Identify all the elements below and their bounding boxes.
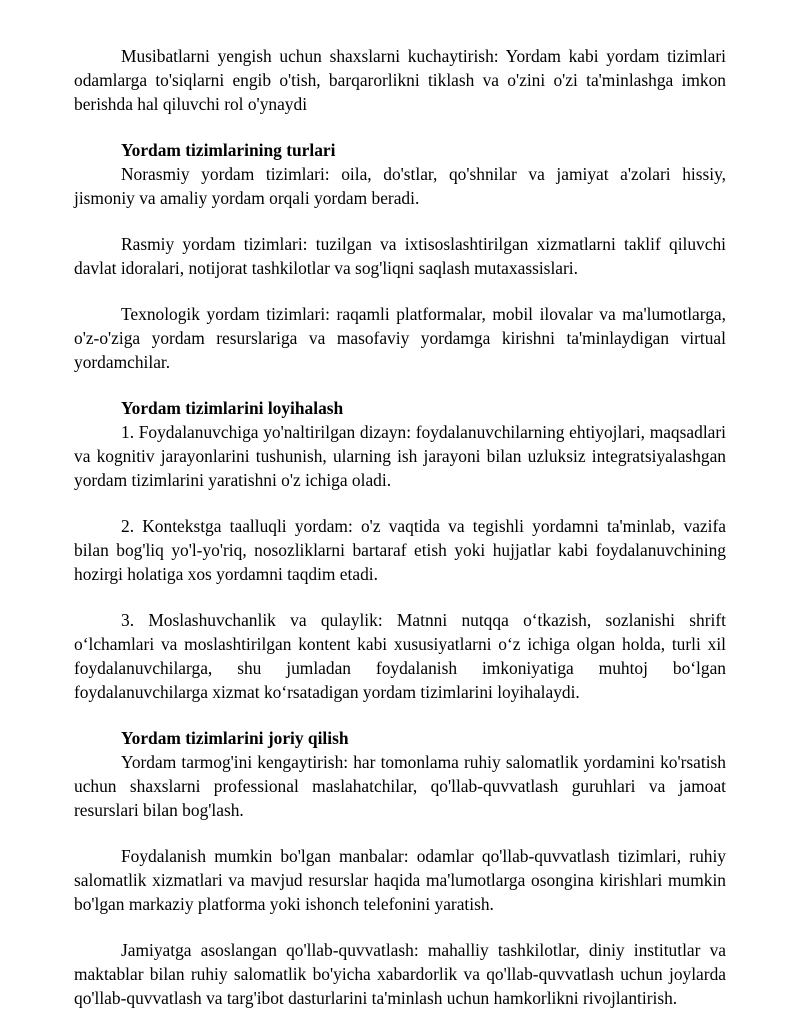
paragraph-community-support: Jamiyatga asoslangan qo'llab-quvvatlash: mahalliy tashkilotlar, diniy institutlar va maktablar bilan ruhiy salomatlik bo'yicha xabardorlik va qo'llab-quvvatlash uchun joylarda qo'llab-quvvatlash va targ'ibot dasturlarini ta'minlash uchun hamkorlikni rivojlantirish.: [74, 940, 726, 1008]
paragraph-informal-support: Norasmiy yordam tizimlari: oila, do'stlar, qo'shnilar va jamiyat a'zolari hissiy, jismoniy va amaliy yordam orqali yordam beradi.: [74, 164, 726, 208]
section-types: [74, 138, 726, 374]
section-heading-implementation: Yordam tizimlarini joriy qilish: [121, 728, 349, 748]
paragraph-contextual-help: 2. Kontekstga taalluqli yordam: o'z vaqtida va tegishli yordamni ta'minlab, vazifa bilan bog'liq yo'l-yo'riq, nosozliklarni bartaraf etish yoki hujjatlar kabi foydalanuvchining hozirgi holatiga xos yordamni taqdim etadi.: [74, 516, 726, 584]
intro-paragraph: Musibatlarni yengish uchun shaxslarni kuchaytirish: Yordam kabi yordam tizimlari odamlarga to'siqlarni engib o'tish, barqarorlikni tiklash va o'zini o'zi ta'minlashga imkon berishda hal qiluvchi rol o'ynaydi: [74, 46, 726, 114]
section-implementation: [74, 726, 726, 1010]
section-heading-design: Yordam tizimlarini loyihalash: [121, 398, 344, 418]
paragraph-technological-support: Texnologik yordam tizimlari: raqamli platformalar, mobil ilovalar va ma'lumotlarga, o'z-o'ziga yordam resurslariga va masofaviy yordamga kirishni ta'minlaydigan virtual yordamchilar.: [74, 304, 726, 372]
paragraph-expand-network: Yordam tarmog'ini kengaytirish: har tomonlama ruhiy salomatlik yordamini ko'rsatish uchun shaxslarni professional maslahatchilar, qo'llab-quvvatlash guruhlari va jamoat resurslari bilan bog'lash.: [74, 752, 726, 820]
paragraph-adaptability: 3. Moslashuvchanlik va qulaylik: Matnni nutqqa oʻtkazish, sozlanishi shrift oʻlchamlari va moslashtirilgan kontent kabi xususiyatlarni oʻz ichiga olgan holda, turli xil foydalanuvchilarga, shu jumladan foydalanish imkoniyatiga muhtoj boʻlgan foydalanuvchilarga xizmat koʻrsatadigan yordam tizimlarini loyihalaydi.: [74, 610, 726, 702]
document-page: [74, 44, 726, 1032]
section-heading-types: Yordam tizimlarining turlari: [121, 140, 336, 160]
paragraph-accessible-resources: Foydalanish mumkin bo'lgan manbalar: odamlar qo'llab-quvvatlash tizimlari, ruhiy salomatlik xizmatlari va mavjud resurslar haqida ma'lumotlarga osongina kirishlari mumkin bo'lgan markaziy platforma yoki ishonch telefonini yaratish.: [74, 846, 726, 914]
paragraph-user-centered-design: 1. Foydalanuvchiga yo'naltirilgan dizayn: foydalanuvchilarning ehtiyojlari, maqsadlari va kognitiv jarayonlarini tushunish, ularning ish jarayoni bilan uzluksiz integratsiyalashgan yordam tizimlarini yaratishni o'z ichiga oladi.: [74, 422, 726, 490]
section-design: [74, 396, 726, 704]
paragraph-formal-support: Rasmiy yordam tizimlari: tuzilgan va ixtisoslashtirilgan xizmatlarni taklif qiluvchi davlat idoralari, notijorat tashkilotlar va sog'liqni saqlash mutaxassislari.: [74, 234, 726, 278]
